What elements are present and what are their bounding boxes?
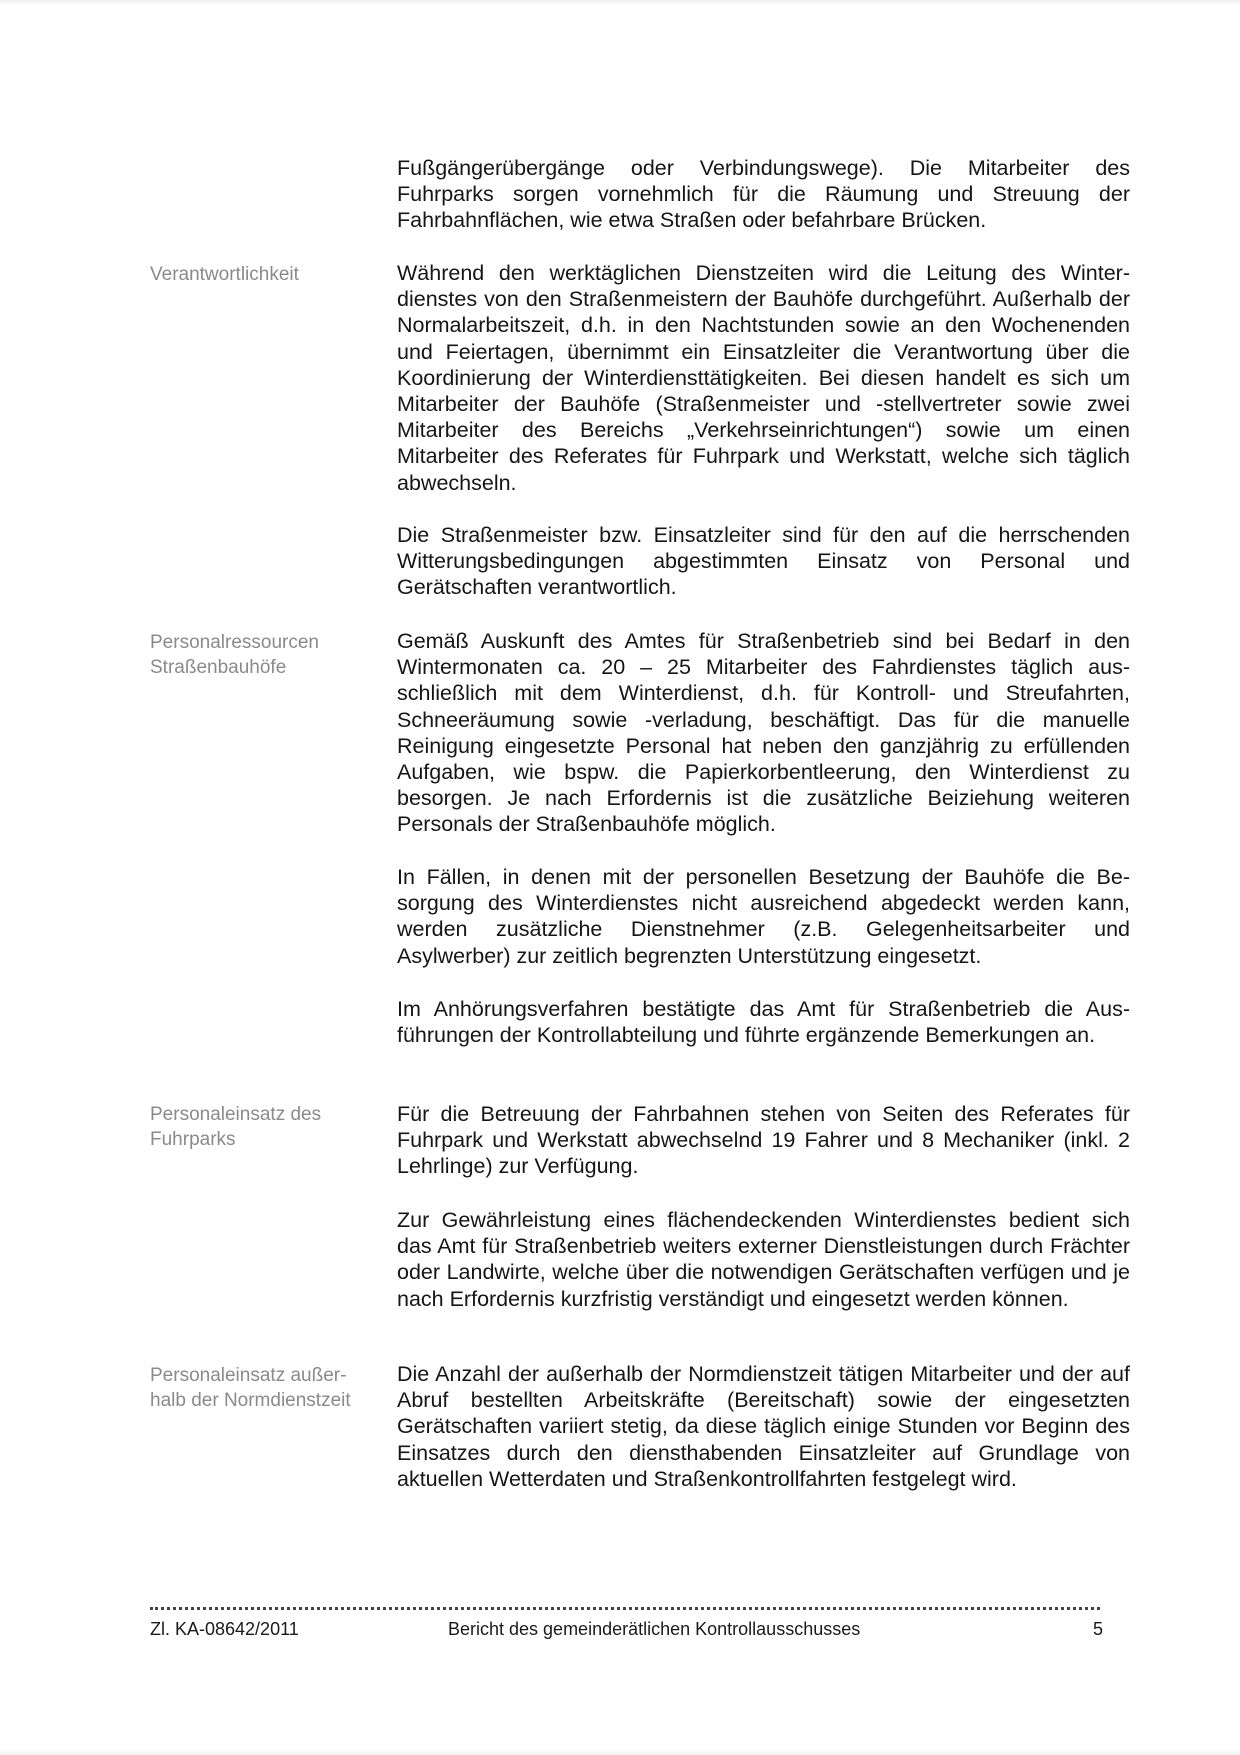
paragraph-ausserhalb-normdienstzeit: Die Anzahl der außerhalb der Normdienstzeit tätigen Mitarbeiter und der auf Abruf bestellten Arbeitskräfte (Bereitschaft) sowie der eingesetzten Gerätschaften variiert stetig, da diese täglich einige Stunden vor Beginn des Einsatzes durch den diensthabenden Einsatzleiter auf Grundlage von aktuellen Wetterdaten und Straßenkontrollfahrten festgelegt wird. [397, 1362, 1130, 1491]
page-top-edge [0, 0, 1240, 6]
footer-reference: Zl. KA-08642/2011 [150, 1619, 299, 1639]
paragraph-personalressourcen: Gemäß Auskunft des Amtes für Straßenbetrieb sind bei Bedarf in den Wintermonaten ca. 20 – 25 Mitarbeiter des Fahrdienstes täglich ausschließlich mit dem Winterdienst, d.h. für Kontroll- und Streufahrten, Schneeräumung sowie -verladung, beschäftigt. Das für die manuelle Reinigung eingesetzte Personal hat neben den ganzjährig zu erfüllenden Aufgaben, wie bspw. die Papierkorbentleerung, den Winterdienst zu besorgen. Je nach Erfordernis ist die zusätzliche Beiziehung weiteren Personals der Straßenbauhöfe möglich. [397, 629, 1130, 837]
footer-divider [150, 1607, 1100, 1610]
paragraph-fuhrpark-intro: Fußgängerübergänge oder Verbindungswege). Die Mitarbeiter des Fuhrparks sorgen vornehmlich für die Räumung und Streuung der Fahrbahnflächen, wie etwa Straßen oder befahrbare Brücken. [397, 156, 1130, 233]
footer-page-number: 5 [1093, 1619, 1104, 1639]
margin-label-verantwortlichkeit [150, 262, 380, 287]
page-bottom-edge [0, 1749, 1240, 1755]
margin-label-personaleinsatz-ausserhalb [150, 1363, 380, 1413]
paragraph-fuhrpark-personal: Für die Betreuung der Fahrbahnen stehen von Seiten des Referates für Fuhrpark und Werkstatt abwechselnd 19 Fahrer und 8 Mechaniker (inkl. 2 Lehrlinge) zur Verfügung. [397, 1102, 1130, 1179]
footer-title: Bericht des gemeinderätlichen Kontrollausschusses [448, 1619, 861, 1639]
paragraph-zusaetzliche-dienstnehmer: In Fällen, in denen mit der personellen Besetzung der Bauhöfe die Besorgung des Winterdienstes nicht ausreichend abgedeckt werden kann, werden zusätzliche Dienstnehmer (z.B. Gelegenheitsarbeiter und Asylwerber) zur zeitlich begrenzten Unterstützung eingesetzt. [397, 865, 1130, 968]
paragraph-anhoerungsverfahren: Im Anhörungsverfahren bestätigte das Amt für Straßenbetrieb die Ausführungen der Kontrollabteilung und führte ergänzende Bemerkungen an. [397, 997, 1130, 1048]
paragraph-leitung-winterdienst: Während den werktäglichen Dienstzeiten wird die Leitung des Winterdienstes von den Straßenmeistern der Bauhöfe durchgeführt. Außerhalb der Normalarbeitszeit, d.h. in den Nachtstunden sowie an den Wochenenden und Feiertagen, übernimmt ein Einsatzleiter die Verantwortung über die Koordinierung der Winterdiensttätigkeiten. Bei diesen handelt es sich um Mitarbeiter der Bauhöfe (Straßenmeister und -stellvertreter sowie zwei Mitarbeiter des Bereichs „Verkehrseinrichtungen“) sowie um einen Mitarbeiter des Referates für Fuhrpark und Werkstatt, welche sich täglich abwechseln. [397, 261, 1130, 495]
margin-label-text: Verantwortlichkeit [150, 264, 299, 285]
margin-label-personaleinsatz-fuhrpark [150, 1102, 380, 1152]
margin-label-line: Fuhrparks [150, 1129, 236, 1150]
paragraph-strassenmeister: Die Straßenmeister bzw. Einsatzleiter sind für den auf die herrschenden Witterungsbedingungen abgestimmten Einsatz von Personal und Gerätschaften verantwortlich. [397, 523, 1130, 600]
margin-label-line: Personaleinsatz außer- [150, 1365, 347, 1386]
margin-label-line: Straßenbauhöfe [150, 657, 287, 678]
margin-label-line: Personaleinsatz des [150, 1104, 322, 1125]
margin-label-line: halb der Normdienstzeit [150, 1390, 351, 1411]
margin-label-personalressourcen [150, 630, 380, 680]
paragraph-externe-dienstleistungen: Zur Gewährleistung eines flächendeckenden Winterdienstes bedient sich das Amt für Straßenbetrieb weiters externer Dienstleistungen durch Frächter oder Landwirte, welche über die notwendigen Gerätschaften verfügen und je nach Erfordernis kurzfristig verständigt und eingesetzt werden können. [397, 1208, 1130, 1311]
margin-label-line: Personalressourcen [150, 632, 319, 653]
